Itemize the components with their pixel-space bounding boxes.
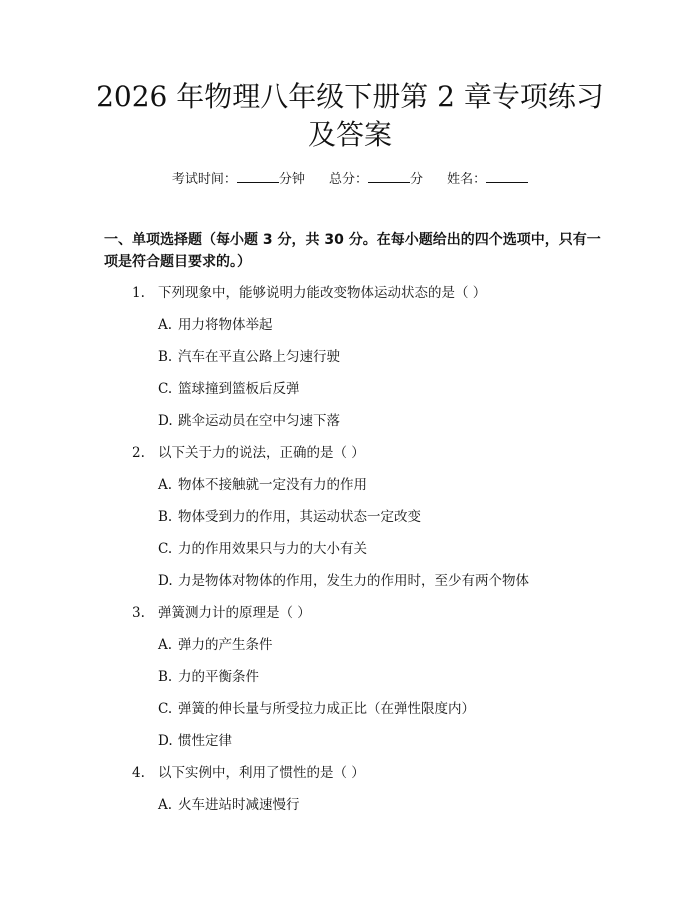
question-1-option-c (158, 377, 300, 397)
option-letter: C. (158, 541, 173, 557)
time-blank (237, 170, 279, 183)
section-heading: 一、单项选择题（每小题 3 分，共 30 分。在每小题给出的四个选项中，只有一项是符合题目要求的。） (104, 232, 601, 270)
document-title: 2026 年物理八年级下册第 2 章专项练习及答案 (96, 80, 604, 151)
name-blank (486, 170, 528, 183)
question-number: 1. (132, 285, 145, 301)
question-4-option-a (158, 793, 300, 813)
question-number: 3. (132, 605, 145, 621)
question-3-option-a (158, 633, 273, 653)
option-letter: A. (158, 317, 173, 333)
question-2-option-a (158, 473, 367, 493)
question-3-option-c (158, 697, 475, 717)
option-letter: B. (158, 509, 173, 525)
question-2-option-d (158, 569, 529, 589)
option-text: 弹力的产生条件 (178, 637, 273, 653)
question-2 (132, 441, 365, 461)
question-1 (132, 281, 486, 301)
exam-meta (0, 168, 700, 187)
option-text: 跳伞运动员在空中匀速下落 (178, 413, 340, 429)
question-3 (132, 601, 311, 621)
score-unit: 分 (410, 172, 424, 187)
option-letter: A. (158, 797, 173, 813)
question-1-option-d (158, 409, 340, 429)
question-text: 弹簧测力计的原理是（ ） (158, 605, 311, 621)
question-3-option-b (158, 665, 259, 685)
score-label: 总分： (328, 172, 368, 187)
question-3-option-d (158, 729, 232, 749)
option-text: 弹簧的伸长量与所受拉力成正比（在弹性限度内） (178, 701, 475, 717)
score-blank (368, 170, 410, 183)
option-text: 用力将物体举起 (178, 317, 273, 333)
option-text: 篮球撞到篮板后反弹 (178, 381, 300, 397)
question-2-option-b (158, 505, 421, 525)
total-score-field (329, 168, 423, 187)
option-text: 火车进站时减速慢行 (178, 797, 300, 813)
option-text: 力的平衡条件 (178, 669, 259, 685)
option-letter: D. (158, 733, 173, 749)
question-text: 以下关于力的说法，正确的是（ ） (158, 445, 365, 461)
question-4 (132, 761, 365, 781)
option-text: 汽车在平直公路上匀速行驶 (178, 349, 340, 365)
option-letter: B. (158, 669, 173, 685)
option-letter: C. (158, 381, 173, 397)
time-label: 考试时间： (171, 172, 237, 187)
question-2-option-c (158, 537, 367, 557)
name-label: 姓名： (447, 172, 487, 187)
option-letter: D. (158, 573, 173, 589)
option-text: 力的作用效果只与力的大小有关 (178, 541, 367, 557)
question-text: 以下实例中，利用了惯性的是（ ） (158, 765, 365, 781)
question-1-option-a (158, 313, 273, 333)
exam-time-field (172, 168, 305, 187)
name-field (447, 168, 528, 187)
question-text: 下列现象中，能够说明力能改变物体运动状态的是（ ） (158, 285, 487, 301)
option-text: 惯性定律 (178, 733, 232, 749)
time-unit: 分钟 (278, 172, 305, 187)
option-letter: A. (158, 637, 173, 653)
option-letter: B. (158, 349, 173, 365)
option-letter: C. (158, 701, 173, 717)
option-letter: D. (158, 413, 173, 429)
option-letter: A. (158, 477, 173, 493)
option-text: 力是物体对物体的作用，发生力的作用时，至少有两个物体 (178, 573, 529, 589)
question-number: 2. (132, 445, 145, 461)
question-number: 4. (132, 765, 145, 781)
option-text: 物体不接触就一定没有力的作用 (178, 477, 367, 493)
option-text: 物体受到力的作用，其运动状态一定改变 (178, 509, 421, 525)
question-1-option-b (158, 345, 340, 365)
